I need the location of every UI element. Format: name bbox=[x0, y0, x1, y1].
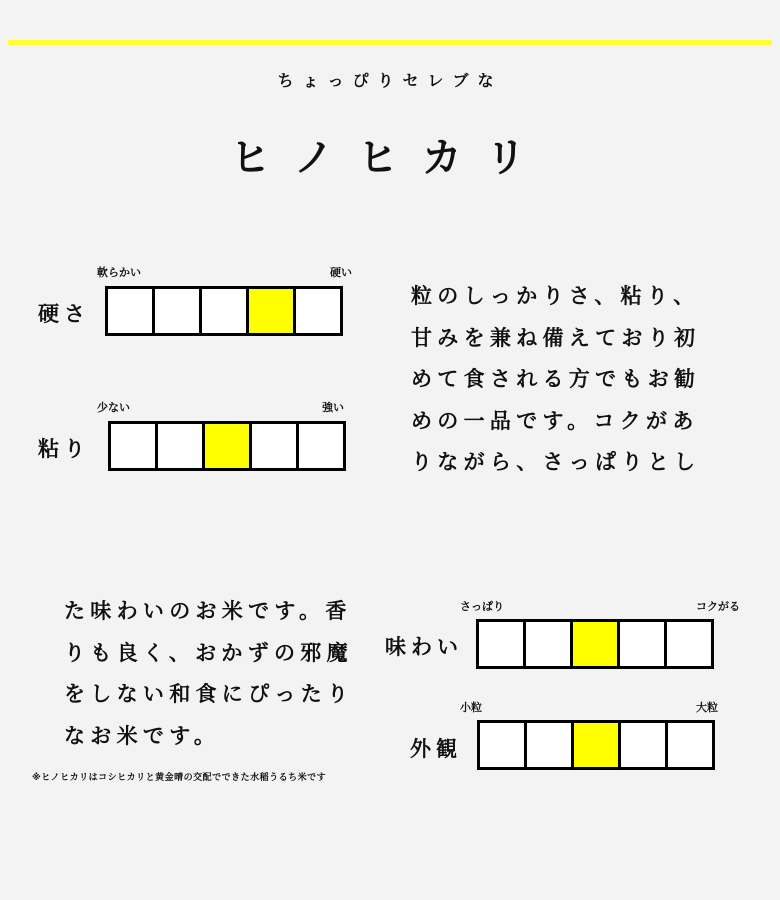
scale-cell bbox=[621, 723, 665, 767]
scale-right-label: コクがる bbox=[696, 600, 740, 613]
scale-cell bbox=[296, 289, 340, 333]
scale-name: 外観 bbox=[410, 737, 462, 761]
scale-name: 粘り bbox=[38, 437, 90, 461]
scale-name: 味わい bbox=[385, 635, 463, 659]
scale-cell bbox=[620, 622, 664, 666]
scale-cell bbox=[202, 289, 246, 333]
scale-left-label: さっぱり bbox=[460, 600, 504, 613]
scale-cell bbox=[158, 424, 202, 468]
description-part-1: 粒のしっかりさ、粘り、 甘みを兼ね備えており初 めて食される方でもお勧 めの一品です。コクがあ りながら、さっぱりとし bbox=[411, 284, 701, 474]
scale-cell bbox=[108, 289, 152, 333]
scale-left-label: 軟らかい bbox=[97, 266, 141, 279]
scale-bar bbox=[477, 720, 715, 770]
scale-right-label: 大粒 bbox=[696, 701, 718, 714]
scale-bar bbox=[105, 286, 343, 336]
scale-cell bbox=[480, 723, 524, 767]
page-title: ヒノヒカリ bbox=[230, 135, 550, 181]
scale-cell bbox=[299, 424, 343, 468]
scale-cell-selected bbox=[574, 723, 618, 767]
footnote: ※ヒノヒカリはコシヒカリと黄金晴の交配でできた水稲うるち米です bbox=[32, 773, 327, 783]
scale-cell bbox=[668, 723, 712, 767]
scale-right-label: 硬い bbox=[330, 266, 352, 279]
scale-bar bbox=[108, 421, 346, 471]
scale-cell bbox=[526, 622, 570, 666]
description-part-2: た味わいのお米です。香 りも良く、おかずの邪魔 をしない和食にぴったり なお米です。 bbox=[64, 599, 354, 748]
top-accent-line bbox=[8, 40, 772, 45]
scale-bar bbox=[476, 619, 714, 669]
scale-left-label: 少ない bbox=[97, 401, 130, 414]
scale-cell bbox=[252, 424, 296, 468]
scale-cell bbox=[155, 289, 199, 333]
scale-cell-selected bbox=[249, 289, 293, 333]
scale-name: 硬さ bbox=[38, 302, 90, 326]
scale-cell bbox=[479, 622, 523, 666]
scale-cell bbox=[111, 424, 155, 468]
scale-cell bbox=[667, 622, 711, 666]
scale-cell bbox=[527, 723, 571, 767]
scale-cell-selected bbox=[573, 622, 617, 666]
scale-cell-selected bbox=[205, 424, 249, 468]
subtitle: ちょっぴりセレブな bbox=[277, 71, 503, 90]
scale-right-label: 強い bbox=[322, 401, 344, 414]
scale-left-label: 小粒 bbox=[460, 701, 482, 714]
